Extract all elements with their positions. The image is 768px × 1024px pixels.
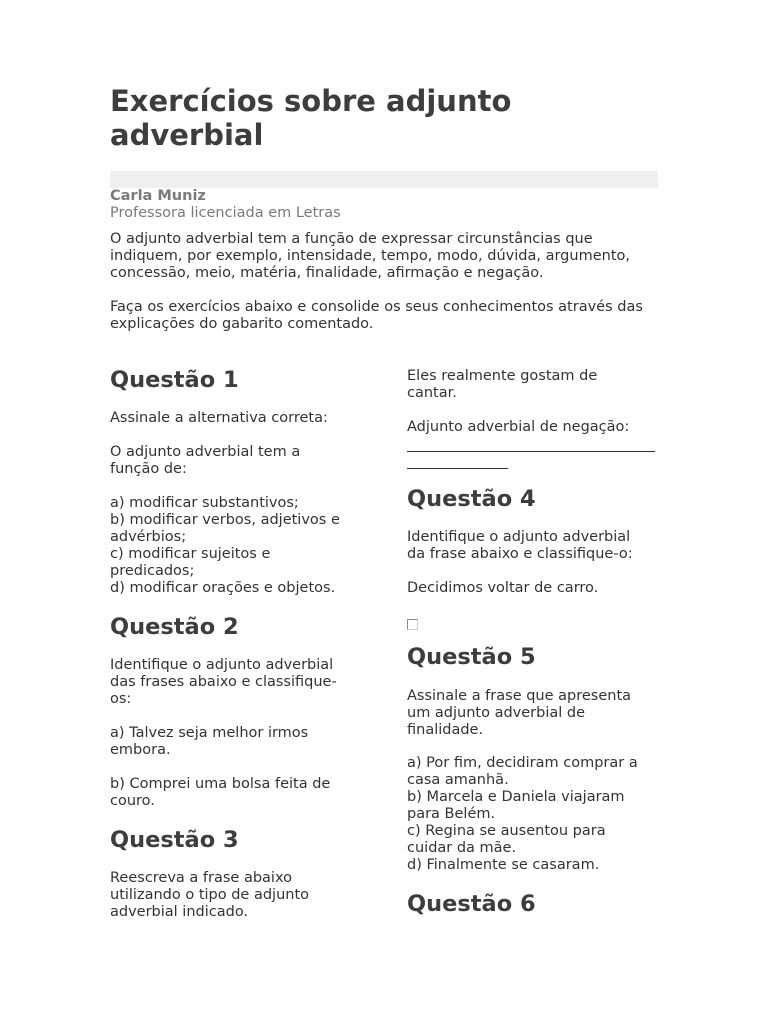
author-name: Carla Muniz: [110, 188, 206, 204]
question-1-heading: Questão 1: [110, 367, 239, 393]
question-4-instruction: Identifique o adjunto adverbial da frase abaixo e classifique-o:: [407, 529, 633, 562]
answer-line: [407, 451, 655, 452]
author-role: Professora licenciada em Letras: [110, 205, 341, 221]
question-2-item-b: b) Comprei uma bolsa feita de couro.: [110, 776, 331, 809]
question-5-heading: Questão 5: [407, 644, 536, 670]
question-6-heading: Questão 6: [407, 891, 536, 917]
question-4-heading: Questão 4: [407, 486, 536, 512]
question-1-options: a) modificar substantivos; b) modificar verbos, adjetivos e advérbios; c) modificar sujeitos e predicados; d) modificar orações e objetos.: [110, 495, 340, 596]
intro-paragraph-1: O adjunto adverbial tem a função de expressar circunstâncias que indiquem, por exemplo, intensidade, tempo, modo, dúvida, argumento, concessão, meio, matéria, finalidade, afirmação e negação.: [110, 231, 630, 281]
question-2-item-a: a) Talvez seja melhor irmos embora.: [110, 725, 309, 758]
question-3-prompt: Adjunto adverbial de negação:: [407, 419, 630, 435]
question-3-instruction: Reescreva a frase abaixo utilizando o tipo de adjunto adverbial indicado.: [110, 870, 309, 920]
question-5-options: a) Por fim, decidiram comprar a casa amanhã. b) Marcela e Daniela viajaram para Belém. c) Regina se ausentou para cuidar da mãe. d) Finalmente se casaram.: [407, 755, 638, 873]
question-4-sentence: Decidimos voltar de carro.: [407, 580, 599, 596]
intro: [110, 231, 658, 350]
question-2-instruction: Identifique o adjunto adverbial das frases abaixo e classifique- os:: [110, 657, 337, 707]
question-5-instruction: Assinale a frase que apresenta um adjunto adverbial de finalidade.: [407, 688, 632, 738]
answer-line: [407, 468, 508, 469]
question-1-stem: O adjunto adverbial tem a função de:: [110, 444, 301, 477]
intro-paragraph-2: Faça os exercícios abaixo e consolide os seus conhecimentos através das explicações do gabarito comentado.: [110, 299, 643, 332]
question-2-heading: Questão 2: [110, 614, 239, 640]
question-3-heading: Questão 3: [110, 827, 239, 853]
divider-bar: [110, 171, 658, 188]
question-1-instruction: Assinale a alternativa correta:: [110, 410, 328, 426]
checkbox-icon[interactable]: [407, 619, 418, 630]
page-title: Exercícios sobre adjunto adverbial: [110, 84, 512, 152]
question-3-sentence: Eles realmente gostam de cantar.: [407, 368, 598, 401]
